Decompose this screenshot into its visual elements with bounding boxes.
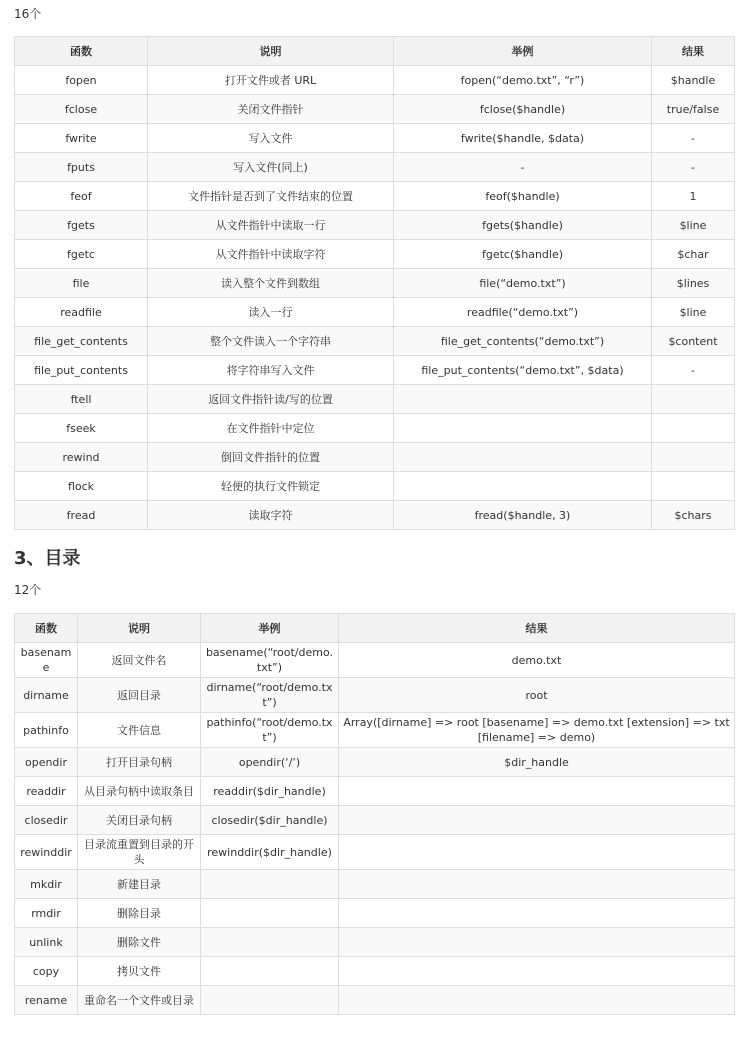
cell-function: flock: [15, 472, 148, 501]
cell-description: 写入文件: [148, 124, 394, 153]
cell-function: dirname: [15, 678, 78, 713]
cell-result: $handle: [652, 66, 735, 95]
cell-function: rewind: [15, 443, 148, 472]
cell-description: 拷贝文件: [78, 957, 201, 986]
cell-description: 文件信息: [78, 713, 201, 748]
column-header-result: 结果: [652, 37, 735, 66]
cell-function: fgets: [15, 211, 148, 240]
column-header-function: 函数: [15, 614, 78, 643]
cell-example: [201, 928, 339, 957]
cell-function: mkdir: [15, 870, 78, 899]
table-row: [15, 835, 735, 870]
cell-description: 关闭文件指针: [148, 95, 394, 124]
cell-example: -: [394, 153, 652, 182]
cell-description: 读取字符: [148, 501, 394, 530]
cell-result: $content: [652, 327, 735, 356]
column-header-example: 举例: [201, 614, 339, 643]
cell-function: opendir: [15, 748, 78, 777]
cell-example: [201, 957, 339, 986]
cell-result: 1: [652, 182, 735, 211]
table-row: [15, 298, 735, 327]
cell-description: 将字符串写入文件: [148, 356, 394, 385]
cell-result: -: [652, 124, 735, 153]
cell-function: ftell: [15, 385, 148, 414]
cell-description: 倒回文件指针的位置: [148, 443, 394, 472]
table-row: [15, 153, 735, 182]
cell-example: fgets($handle): [394, 211, 652, 240]
table-row: [15, 269, 735, 298]
cell-description: 从文件指针中读取一行: [148, 211, 394, 240]
directory-functions-body: [15, 643, 735, 1015]
cell-example: [394, 472, 652, 501]
cell-result: [652, 443, 735, 472]
table-row: [15, 899, 735, 928]
cell-description: 打开目录句柄: [78, 748, 201, 777]
cell-function: pathinfo: [15, 713, 78, 748]
cell-description: 目录流重置到目录的开头: [78, 835, 201, 870]
cell-function: rmdir: [15, 899, 78, 928]
table-row: [15, 95, 735, 124]
cell-description: 返回文件指针读/写的位置: [148, 385, 394, 414]
table-row: [15, 443, 735, 472]
cell-result: Array([dirname] => root [basename] => demo.txt [extension] => txt [filename] => demo): [339, 713, 735, 748]
cell-result: true/false: [652, 95, 735, 124]
cell-description: 在文件指针中定位: [148, 414, 394, 443]
cell-function: feof: [15, 182, 148, 211]
cell-function: rewinddir: [15, 835, 78, 870]
cell-example: fopen(“demo.txt”, “r”): [394, 66, 652, 95]
file-functions-count: 16个: [14, 7, 42, 21]
cell-example: fwrite($handle, $data): [394, 124, 652, 153]
cell-function: copy: [15, 957, 78, 986]
cell-function: fopen: [15, 66, 148, 95]
cell-function: unlink: [15, 928, 78, 957]
cell-result: [339, 986, 735, 1015]
cell-function: readfile: [15, 298, 148, 327]
cell-result: $chars: [652, 501, 735, 530]
cell-example: [201, 899, 339, 928]
cell-example: readfile(“demo.txt”): [394, 298, 652, 327]
cell-function: file_put_contents: [15, 356, 148, 385]
cell-function: fgetc: [15, 240, 148, 269]
table-row: [15, 870, 735, 899]
cell-result: demo.txt: [339, 643, 735, 678]
table-row: [15, 182, 735, 211]
table-row: [15, 385, 735, 414]
cell-description: 读入一行: [148, 298, 394, 327]
table-row: [15, 748, 735, 777]
table-row: [15, 66, 735, 95]
cell-result: [339, 928, 735, 957]
cell-description: 关闭目录句柄: [78, 806, 201, 835]
directory-section-heading: 3、目录: [14, 548, 81, 569]
cell-description: 整个文件读入一个字符串: [148, 327, 394, 356]
cell-example: dirname(“root/demo.txt”): [201, 678, 339, 713]
table-header-row: [15, 614, 735, 643]
cell-example: [394, 414, 652, 443]
cell-description: 轻便的执行文件锁定: [148, 472, 394, 501]
cell-result: [339, 899, 735, 928]
cell-function: fread: [15, 501, 148, 530]
table-row: [15, 986, 735, 1015]
cell-example: fgetc($handle): [394, 240, 652, 269]
cell-example: opendir(‘/’): [201, 748, 339, 777]
cell-description: 返回文件名: [78, 643, 201, 678]
table-row: [15, 501, 735, 530]
column-header-description: 说明: [148, 37, 394, 66]
cell-description: 读入整个文件到数组: [148, 269, 394, 298]
table-row: [15, 777, 735, 806]
cell-example: closedir($dir_handle): [201, 806, 339, 835]
table-row: [15, 356, 735, 385]
table-row: [15, 124, 735, 153]
cell-example: [394, 385, 652, 414]
table-row: [15, 643, 735, 678]
cell-example: [394, 443, 652, 472]
cell-result: $char: [652, 240, 735, 269]
cell-result: [339, 806, 735, 835]
file-functions-body: [15, 66, 735, 530]
cell-result: $lines: [652, 269, 735, 298]
cell-example: feof($handle): [394, 182, 652, 211]
table-row: [15, 211, 735, 240]
cell-function: closedir: [15, 806, 78, 835]
cell-result: [339, 777, 735, 806]
column-header-description: 说明: [78, 614, 201, 643]
cell-function: basename: [15, 643, 78, 678]
table-row: [15, 957, 735, 986]
cell-function: fputs: [15, 153, 148, 182]
table-row: [15, 806, 735, 835]
column-header-function: 函数: [15, 37, 148, 66]
table-row: [15, 928, 735, 957]
cell-result: [652, 385, 735, 414]
table-header-row: [15, 37, 735, 66]
table-row: [15, 713, 735, 748]
cell-function: rename: [15, 986, 78, 1015]
cell-description: 从文件指针中读取字符: [148, 240, 394, 269]
cell-function: fseek: [15, 414, 148, 443]
cell-description: 写入文件(同上): [148, 153, 394, 182]
cell-description: 删除目录: [78, 899, 201, 928]
cell-example: fclose($handle): [394, 95, 652, 124]
cell-example: file(“demo.txt”): [394, 269, 652, 298]
cell-description: 删除文件: [78, 928, 201, 957]
directory-functions-count: 12个: [14, 583, 42, 597]
cell-example: pathinfo(“root/demo.txt”): [201, 713, 339, 748]
cell-result: $line: [652, 211, 735, 240]
cell-result: root: [339, 678, 735, 713]
cell-example: file_put_contents(“demo.txt”, $data): [394, 356, 652, 385]
table-row: [15, 472, 735, 501]
cell-description: 返回目录: [78, 678, 201, 713]
cell-example: [201, 870, 339, 899]
cell-result: [339, 835, 735, 870]
table-row: [15, 678, 735, 713]
cell-description: 重命名一个文件或目录: [78, 986, 201, 1015]
cell-function: fwrite: [15, 124, 148, 153]
table-row: [15, 414, 735, 443]
cell-example: fread($handle, 3): [394, 501, 652, 530]
table-row: [15, 240, 735, 269]
cell-function: file_get_contents: [15, 327, 148, 356]
table-row: [15, 327, 735, 356]
directory-functions-table: [14, 613, 735, 1015]
cell-function: fclose: [15, 95, 148, 124]
cell-result: -: [652, 153, 735, 182]
cell-result: [652, 414, 735, 443]
cell-description: 新建目录: [78, 870, 201, 899]
column-header-result: 结果: [339, 614, 735, 643]
column-header-example: 举例: [394, 37, 652, 66]
cell-example: rewinddir($dir_handle): [201, 835, 339, 870]
cell-result: $line: [652, 298, 735, 327]
file-functions-table: [14, 36, 735, 530]
cell-description: 打开文件或者 URL: [148, 66, 394, 95]
cell-result: $dir_handle: [339, 748, 735, 777]
cell-result: [339, 957, 735, 986]
cell-example: basename(“root/demo.txt”): [201, 643, 339, 678]
cell-example: readdir($dir_handle): [201, 777, 339, 806]
cell-description: 文件指针是否到了文件结束的位置: [148, 182, 394, 211]
cell-function: file: [15, 269, 148, 298]
cell-function: readdir: [15, 777, 78, 806]
cell-result: [652, 472, 735, 501]
cell-result: -: [652, 356, 735, 385]
cell-example: file_get_contents(“demo.txt”): [394, 327, 652, 356]
cell-example: [201, 986, 339, 1015]
cell-description: 从目录句柄中读取条目: [78, 777, 201, 806]
cell-result: [339, 870, 735, 899]
